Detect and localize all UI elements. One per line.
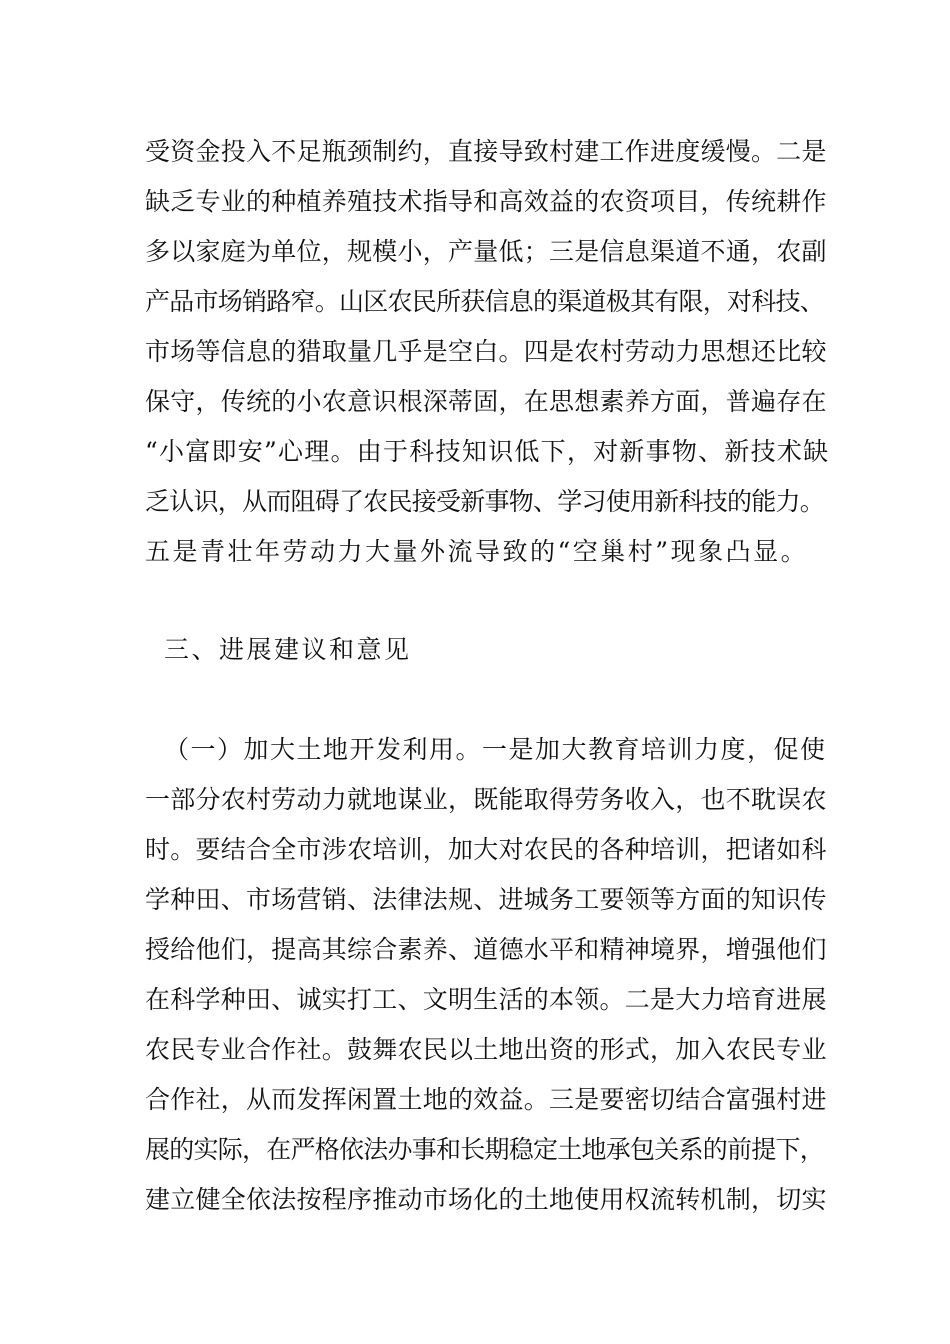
body-text-line: 学种田、市场营销、法律法规、进城务工要领等方面的知识传 — [145, 885, 827, 914]
body-text-line: 市场等信息的猎取量几乎是空白。四是农村劳动力思想还比较 — [145, 337, 827, 366]
body-text-line: 受资金投入不足瓶颈制约，直接导致村建工作进度缓慢。二是 — [145, 137, 827, 166]
body-text-line: 时。要结合全市涉农培训，加大对农民的各种培训，把诸如科 — [145, 835, 827, 864]
body-text-line: 一部分农村劳动力就地谋业，既能取得劳务收入，也不耽误农 — [145, 785, 827, 814]
body-text-line: 缺乏专业的种植养殖技术指导和高效益的农资项目，传统耕作 — [145, 187, 827, 216]
body-text-line: 展的实际，在严格依法办事和长期稳定土地承包关系的前提下， — [145, 1135, 825, 1164]
body-text-line: 合作社，从而发挥闲置土地的效益。三是要密切结合富强村进 — [145, 1085, 827, 1114]
section-heading: 三、进展建议和意见 — [164, 635, 412, 664]
body-text-line: （一）加大土地开发利用。一是加大教育培训力度，促使 — [164, 735, 827, 764]
body-text-line: 产品市场销路窄。山区农民所获信息的渠道极其有限，对科技、 — [145, 287, 825, 316]
body-text-line: 授给他们，提高其综合素养、道德水平和精神境界，增强他们 — [145, 935, 827, 964]
body-text-line: 建立健全依法按程序推动市场化的土地使用权流转机制，切实 — [145, 1185, 827, 1214]
body-text-line: 乏认识，从而阻碍了农民接受新事物、学习使用新科技的能力。 — [145, 487, 825, 516]
body-text-line: “小富即安”心理。由于科技知识低下，对新事物、新技术缺 — [145, 437, 830, 466]
body-text-line: 五是青壮年劳动力大量外流导致的“空巢村”现象凸显。 — [145, 537, 809, 566]
body-text-line: 在科学种田、诚实打工、文明生活的本领。二是大力培育进展 — [145, 985, 827, 1014]
body-text-line: 多以家庭为单位，规模小，产量低；三是信息渠道不通，农副 — [145, 237, 827, 266]
body-text-line: 保守，传统的小农意识根深蒂固，在思想素养方面，普遍存在 — [145, 387, 827, 416]
body-text-line: 农民专业合作社。鼓舞农民以土地出资的形式，加入农民专业 — [145, 1035, 827, 1064]
